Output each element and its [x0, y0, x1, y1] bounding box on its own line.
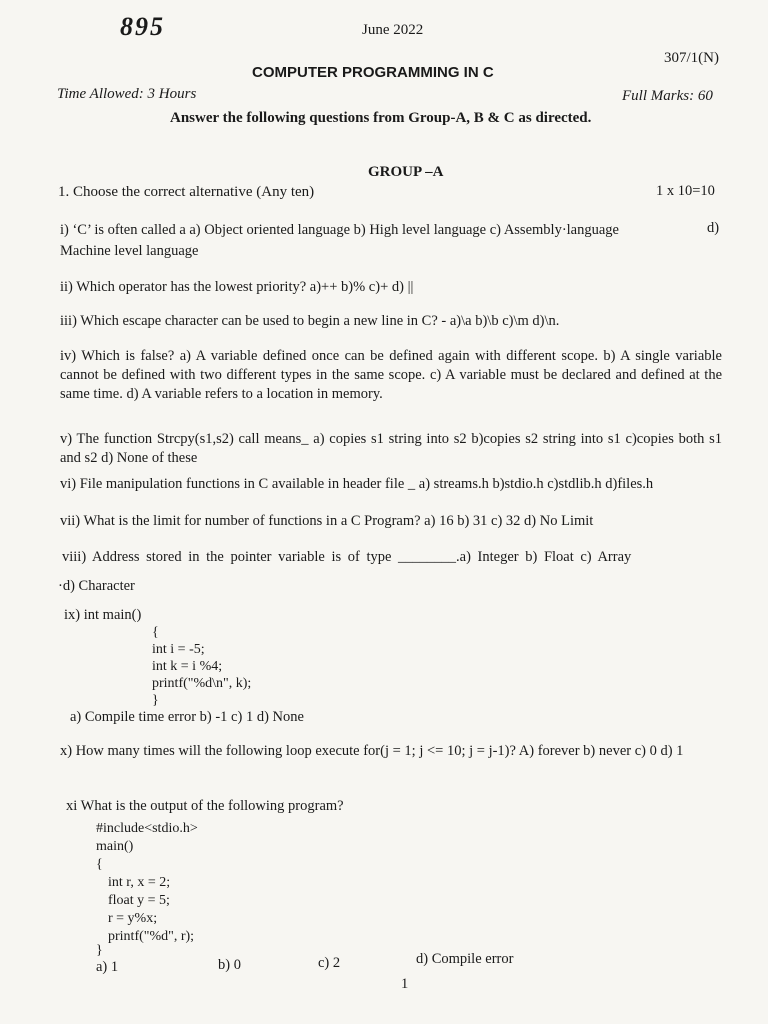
instruction: Answer the following questions from Group-A, B & C as directed. [170, 110, 592, 126]
question-xi-option-d: d) Compile error [416, 951, 514, 967]
question-x: x) How many times will the following loop execute for(j = 1; j <= 10; j = j-1)? A) forever b) never c) 0 d) 1 [60, 743, 684, 759]
question-iii: iii) Which escape character can be used to begin a new line in C? - a)\a b)\b c)\m d)\n. [60, 313, 560, 329]
question-iv: iv) Which is false? a) A variable defined once can be defined again with different scope. b) A single variable cannot be defined with two different types in the same scope. c) A variable must be declared and defined at the same time. d) A variable refers to a location in memory. [60, 348, 722, 402]
question-xi-option-b: b) 0 [218, 957, 241, 973]
question-ix-code: { int i = -5; int k = i %4; printf("%d\n", k); } [152, 625, 252, 708]
exam-date: June 2022 [362, 22, 424, 38]
question-viii-option-d: ·d) Character [58, 578, 135, 594]
question-i-option-d: d) [707, 220, 720, 236]
paper-title: COMPUTER PROGRAMMING IN C [252, 64, 494, 81]
question-viii: viii) Address stored in the pointer variable is of type ________.a) Integer b) Float c) Array [62, 549, 632, 565]
question-ix-options: a) Compile time error b) -1 c) 1 d) None [70, 709, 304, 725]
question-xi-code-body: int r, x = 2; float y = 5; r = y%x; printf("%d", r); [108, 875, 195, 944]
question-i: i) ‘C’ is often called a a) Object oriented language b) High level language c) Assembly·language [60, 222, 619, 238]
question-1-instruction: 1. Choose the correct alternative (Any ten) [58, 184, 315, 200]
page-number: 1 [401, 976, 409, 992]
question-ii: ii) Which operator has the lowest priority? a)++ b)% c)+ d) || [60, 279, 414, 295]
group-a-marks: 1 x 10=10 [656, 183, 715, 199]
time-allowed: Time Allowed: 3 Hours [57, 86, 197, 102]
question-xi-option-a: a) 1 [96, 959, 119, 975]
question-xi-code-close: } [96, 943, 103, 958]
question-ix: ix) int main() [64, 607, 142, 623]
question-i-option-d-text: Machine level language [60, 243, 199, 259]
question-xi: xi What is the output of the following program? [66, 798, 344, 814]
question-xi-code-header: #include<stdio.h> main() { [96, 821, 198, 872]
full-marks: Full Marks: 60 [622, 88, 713, 104]
question-vii: vii) What is the limit for number of functions in a C Program? a) 16 b) 31 c) 32 d) No Limit [60, 513, 594, 529]
question-xi-option-c: c) 2 [318, 955, 341, 971]
group-a-heading: GROUP –A [368, 164, 444, 180]
question-vi: vi) File manipulation functions in C available in header file _ a) streams.h b)stdio.h c)stdlib.h d)files.h [60, 476, 654, 492]
serial-number: 895 [120, 12, 165, 41]
question-v: v) The function Strcpy(s1,s2) call means_ a) copies s1 string into s2 b)copies s2 string into s1 c)copies both s1 and s2 d) None of these [60, 431, 722, 466]
paper-code: 307/1(N) [664, 50, 719, 66]
